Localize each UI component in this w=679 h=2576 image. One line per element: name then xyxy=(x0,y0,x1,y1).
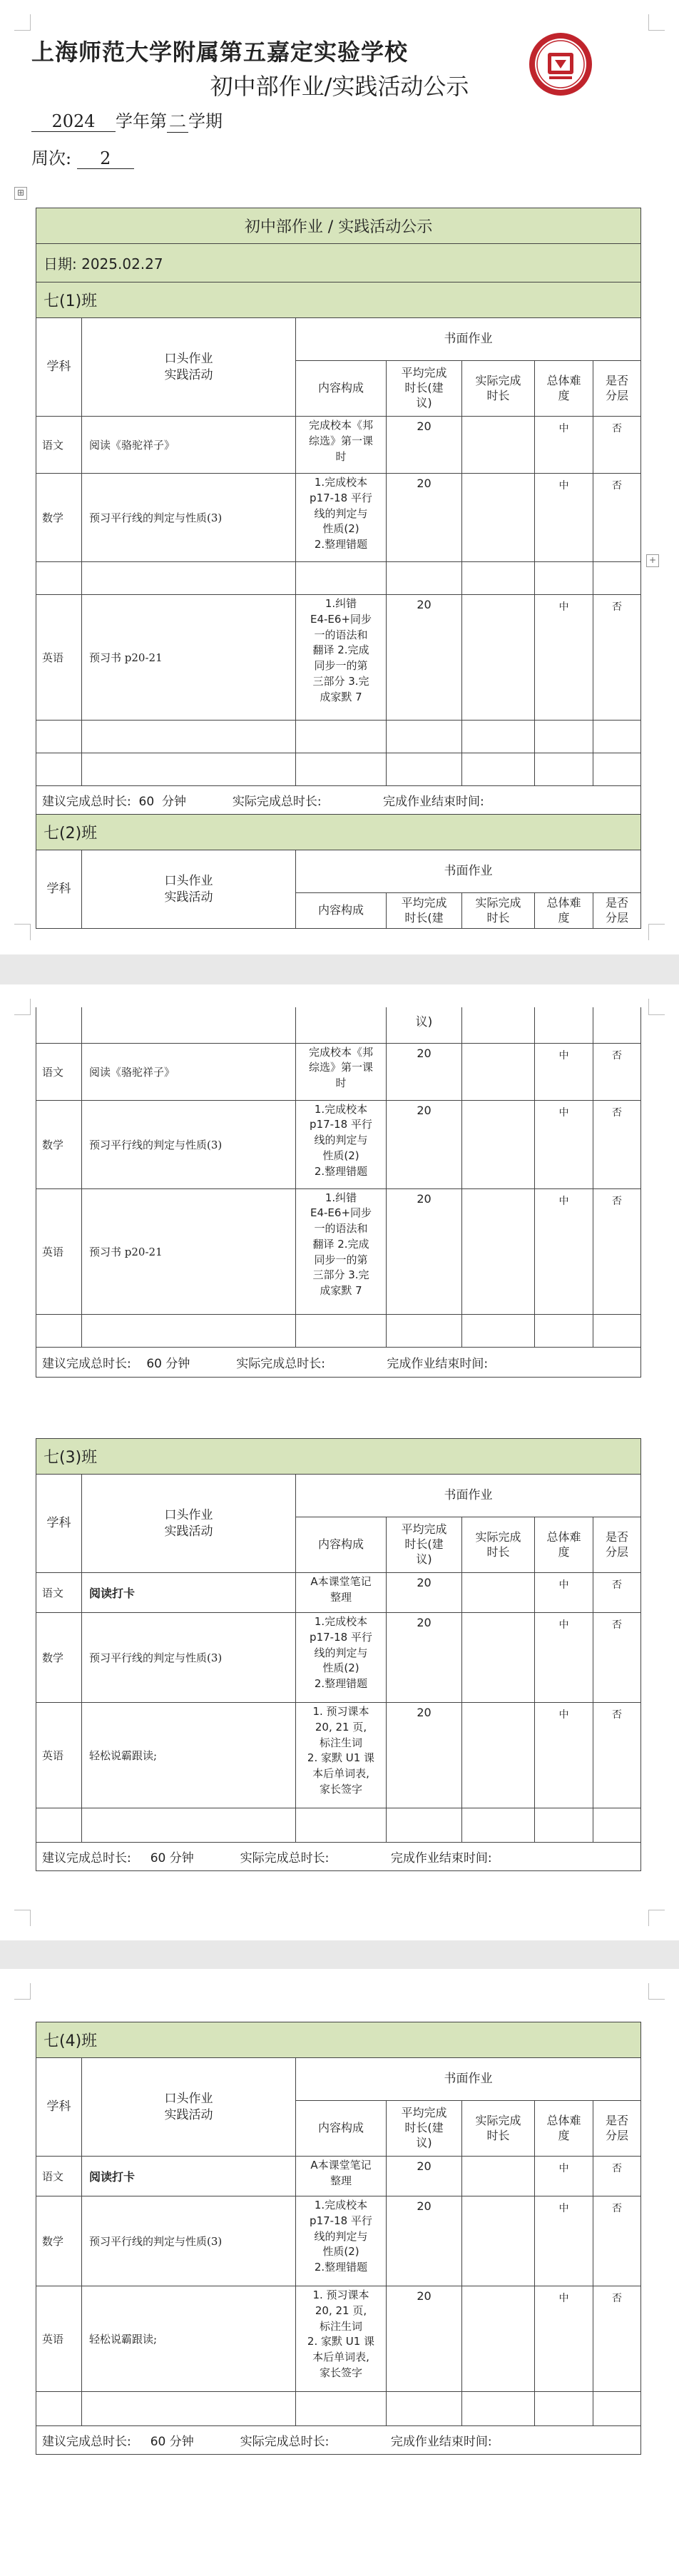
content-line: 成家默 7 xyxy=(320,1284,362,1297)
header-line: 总体难 xyxy=(546,2113,581,2127)
difficulty-header xyxy=(535,893,593,929)
content-line: 同步一的第 xyxy=(314,659,368,672)
content-line: 1.完成校本 xyxy=(314,2199,368,2211)
avg-time-header xyxy=(387,361,462,417)
table-row xyxy=(36,2196,641,2286)
header-line: 实际完成 xyxy=(475,2113,521,2127)
empty-row xyxy=(36,1314,641,1347)
page-corner-mark xyxy=(14,1983,31,2000)
header-line: 时长(建 xyxy=(404,1537,444,1552)
page-corner-mark xyxy=(648,999,665,1015)
actual-time-header xyxy=(462,361,535,417)
layered-cell: 否 xyxy=(593,2196,641,2286)
content-line: 性质(2) xyxy=(322,1661,359,1675)
header-line: 议) xyxy=(416,395,432,409)
avg-time-cell: 20 xyxy=(387,2157,462,2196)
class-header-row xyxy=(36,1439,641,1475)
content-header: 内容构成 xyxy=(296,1517,387,1573)
week-value: 2 xyxy=(77,148,134,169)
difficulty-cell: 中 xyxy=(535,2286,593,2392)
content-line: 1.纠错 xyxy=(325,597,357,610)
subject-header: 学科 xyxy=(36,850,82,929)
class-name: 七(4)班 xyxy=(36,2022,641,2058)
avg-time-header xyxy=(387,893,462,929)
actual-time-cell[interactable] xyxy=(462,1188,535,1314)
column-header-row xyxy=(36,1475,641,1517)
avg-time-cell: 20 xyxy=(387,417,462,474)
difficulty-cell: 中 xyxy=(535,2196,593,2286)
header-line: 总体难 xyxy=(546,1529,581,1544)
oral-header-line: 实践活动 xyxy=(164,367,213,382)
table-title: 初中部作业 / 实践活动公示 xyxy=(36,208,641,244)
header-line: 是否 xyxy=(606,373,629,387)
content-cell xyxy=(296,417,387,474)
written-header: 书面作业 xyxy=(296,1475,641,1517)
oral-header-line: 口头作业 xyxy=(164,352,213,367)
content-line: 一的语法和 xyxy=(314,1222,368,1235)
table-row xyxy=(36,2286,641,2392)
actual-time-cell[interactable] xyxy=(462,1100,535,1188)
written-header: 书面作业 xyxy=(296,2058,641,2101)
header-line: 时长(建 xyxy=(404,910,444,925)
school-year-line xyxy=(31,107,223,133)
actual-time-cell[interactable] xyxy=(462,1573,535,1613)
header-line: 分层 xyxy=(606,388,629,402)
header-line: 议) xyxy=(416,2135,432,2149)
oral-header-line: 实践活动 xyxy=(164,890,213,905)
content-line: 性质(2) xyxy=(322,2245,359,2259)
table-row xyxy=(36,1613,641,1703)
subject-cell: 英语 xyxy=(36,595,82,721)
subject-cell: 数学 xyxy=(36,474,82,562)
content-line: p17-18 平行 xyxy=(310,491,372,504)
content-cell xyxy=(296,1573,387,1613)
subject-cell: 英语 xyxy=(36,1703,82,1808)
content-cell xyxy=(296,474,387,562)
header-line: 实际完成 xyxy=(475,373,521,387)
header-line: 分层 xyxy=(606,2128,629,2142)
date-label: 日期: 2025.02.27 xyxy=(36,244,641,282)
school-logo xyxy=(528,31,593,97)
header-line: 分层 xyxy=(606,910,629,925)
content-line: 2.整理错题 xyxy=(314,2261,368,2274)
content-line: 线的判定与 xyxy=(314,506,368,520)
header-line: 是否 xyxy=(606,895,629,910)
header-line: 时长(建 xyxy=(404,381,444,395)
subject-cell: 语文 xyxy=(36,1043,82,1100)
actual-time-header xyxy=(462,1517,535,1573)
difficulty-cell: 中 xyxy=(535,1043,593,1100)
oral-cell: 预习书 p20-21 xyxy=(82,595,296,721)
difficulty-cell: 中 xyxy=(535,417,593,474)
content-cell xyxy=(296,2286,387,2392)
difficulty-cell: 中 xyxy=(535,1573,593,1613)
header-line: 是否 xyxy=(606,2113,629,2127)
header-line: 时长 xyxy=(486,388,510,402)
layered-cell: 否 xyxy=(593,1573,641,1613)
content-line: 家长签字 xyxy=(319,1782,362,1796)
content-line: 2. 家默 U1 课 xyxy=(307,1751,375,1765)
difficulty-cell: 中 xyxy=(535,1703,593,1808)
content-line: 整理 xyxy=(330,2174,352,2187)
oral-cell: 轻松说霸跟读; xyxy=(82,2286,296,2392)
content-line: 翻译 2.完成 xyxy=(312,643,369,657)
layered-header xyxy=(593,2101,641,2157)
oral-header-line: 实践活动 xyxy=(164,2107,213,2122)
content-line: p17-18 平行 xyxy=(310,2214,372,2227)
difficulty-cell: 中 xyxy=(535,1613,593,1703)
content-cell xyxy=(296,1188,387,1314)
content-line: 综选》第一课 xyxy=(308,1061,373,1074)
oral-header-line: 口头作业 xyxy=(164,2092,213,2107)
subject-cell: 数学 xyxy=(36,1613,82,1703)
header-line: 平均完成 xyxy=(401,1522,447,1537)
layered-cell: 否 xyxy=(593,2157,641,2196)
content-line: p17-18 平行 xyxy=(310,1630,372,1644)
table-row xyxy=(36,1188,641,1314)
content-line: 三部分 3.完 xyxy=(312,674,369,688)
content-line: E4-E6+同步 xyxy=(310,1206,372,1220)
avg-time-cell: 20 xyxy=(387,1100,462,1188)
table-move-handle-icon[interactable]: ⊞ xyxy=(14,187,27,200)
oral-cell: 预习平行线的判定与性质(3) xyxy=(82,1100,296,1188)
difficulty-cell: 中 xyxy=(535,474,593,562)
oral-cell: 预习平行线的判定与性质(3) xyxy=(82,1613,296,1703)
content-line: 1. 预习课本 xyxy=(312,2289,369,2301)
layered-cell: 否 xyxy=(593,1188,641,1314)
avg-time-cell: 20 xyxy=(387,1703,462,1808)
content-line: 完成校本《邦 xyxy=(308,1045,373,1059)
subject-header: 学科 xyxy=(36,2058,82,2157)
content-line: 2.整理错题 xyxy=(314,1677,368,1690)
summary-row xyxy=(36,1347,641,1377)
class-7-2-table-continued xyxy=(36,1007,641,1378)
class-7-3-table xyxy=(36,1438,641,1871)
header-line: 总体难 xyxy=(546,373,581,387)
term-suffix: 学期 xyxy=(188,111,223,131)
content-line: 同步一的第 xyxy=(314,1253,368,1266)
content-line: 三部分 3.完 xyxy=(312,1268,369,1282)
oral-cell: 阅读打卡 xyxy=(82,1573,296,1613)
class-header-row xyxy=(36,282,641,318)
header-line: 分层 xyxy=(606,1544,629,1559)
avg-time-cell: 20 xyxy=(387,1188,462,1314)
difficulty-cell: 中 xyxy=(535,1100,593,1188)
oral-header xyxy=(82,318,296,417)
actual-time-header xyxy=(462,893,535,929)
class-7-1-table xyxy=(36,208,641,929)
class-header-row xyxy=(36,815,641,850)
content-line: 性质(2) xyxy=(322,1149,359,1162)
page-3 xyxy=(0,1969,679,2576)
table-row xyxy=(36,417,641,474)
difficulty-cell: 中 xyxy=(535,2157,593,2196)
content-cell xyxy=(296,2196,387,2286)
avg-time-header xyxy=(387,1517,462,1573)
summary-row xyxy=(36,2426,641,2455)
content-line: 成家默 7 xyxy=(320,690,362,703)
actual-time-cell[interactable] xyxy=(462,2196,535,2286)
table-row xyxy=(36,474,641,562)
content-line: 1.完成校本 xyxy=(314,1102,368,1116)
content-line: 2.整理错题 xyxy=(314,1164,368,1178)
avg-time-cell: 20 xyxy=(387,2286,462,2392)
table-row xyxy=(36,1703,641,1808)
page-corner-mark xyxy=(648,1910,665,1926)
subject-header: 学科 xyxy=(36,1475,82,1573)
oral-cell: 阅读《骆驼祥子》 xyxy=(82,417,296,474)
school-name: 上海师范大学附属第五嘉定实验学校 xyxy=(31,39,409,66)
layered-cell: 否 xyxy=(593,1043,641,1100)
content-line: E4-E6+同步 xyxy=(310,612,372,626)
header-line: 度 xyxy=(558,2128,570,2142)
difficulty-header xyxy=(535,2101,593,2157)
oral-cell: 预习平行线的判定与性质(3) xyxy=(82,474,296,562)
column-header-row xyxy=(36,2058,641,2101)
header-line: 议) xyxy=(416,1552,432,1566)
page-corner-mark xyxy=(14,14,31,31)
layered-cell: 否 xyxy=(593,1703,641,1808)
column-header-row xyxy=(36,850,641,893)
header-line: 时长(建 xyxy=(404,2121,444,2135)
content-line: 1.完成校本 xyxy=(314,1615,368,1628)
week-line xyxy=(31,144,134,169)
layered-cell: 否 xyxy=(593,595,641,721)
header-line: 度 xyxy=(558,388,570,402)
continued-header-row xyxy=(36,1007,641,1043)
content-line: A本课堂笔记 xyxy=(310,1575,372,1588)
layered-cell: 否 xyxy=(593,1613,641,1703)
content-line: 标注生词 xyxy=(319,1736,362,1749)
oral-header-line: 口头作业 xyxy=(164,1508,213,1523)
summary-text: 建议完成总时长: 60 分钟 实际完成总时长: 完成作业结束时间: xyxy=(36,786,641,815)
content-line: 一的语法和 xyxy=(314,628,368,641)
actual-time-cell[interactable] xyxy=(462,1613,535,1703)
layered-cell: 否 xyxy=(593,1100,641,1188)
layered-cell: 否 xyxy=(593,2286,641,2392)
school-year-suffix: 学年第 xyxy=(116,111,167,131)
summary-row xyxy=(36,786,641,815)
header-line: 度 xyxy=(558,1544,570,1559)
empty-row xyxy=(36,753,641,786)
content-line: 本后单词表, xyxy=(312,1767,369,1780)
actual-time-cell[interactable] xyxy=(462,2286,535,2392)
content-cell xyxy=(296,2157,387,2196)
week-label: 周次: xyxy=(31,148,72,168)
difficulty-cell: 中 xyxy=(535,1188,593,1314)
class-name: 七(1)班 xyxy=(36,282,641,318)
content-header: 内容构成 xyxy=(296,893,387,929)
actual-time-cell[interactable] xyxy=(462,595,535,721)
content-line: 线的判定与 xyxy=(314,2229,368,2243)
table-row xyxy=(36,595,641,721)
oral-header xyxy=(82,850,296,929)
actual-time-cell[interactable] xyxy=(462,1043,535,1100)
difficulty-header xyxy=(535,1517,593,1573)
column-header-row xyxy=(36,318,641,361)
subject-cell: 语文 xyxy=(36,2157,82,2196)
layered-header xyxy=(593,1517,641,1573)
actual-time-cell[interactable] xyxy=(462,2157,535,2196)
layered-cell: 否 xyxy=(593,474,641,562)
class-7-4-table xyxy=(36,2022,641,2455)
avg-time-cell: 20 xyxy=(387,1613,462,1703)
page-corner-mark xyxy=(14,1910,31,1926)
content-cell xyxy=(296,1703,387,1808)
avg-time-cell: 20 xyxy=(387,474,462,562)
header-line: 实际完成 xyxy=(475,895,521,910)
content-line: 1.完成校本 xyxy=(314,476,368,489)
avg-time-cell: 20 xyxy=(387,2196,462,2286)
actual-time-cell[interactable] xyxy=(462,417,535,474)
content-line: 翻译 2.完成 xyxy=(312,1237,369,1251)
empty-row xyxy=(36,721,641,753)
layered-header xyxy=(593,361,641,417)
table-row xyxy=(36,2157,641,2196)
subject-header: 学科 xyxy=(36,318,82,417)
content-line: 整理 xyxy=(330,1590,352,1604)
content-line: p17-18 平行 xyxy=(310,1118,372,1131)
class-name: 七(3)班 xyxy=(36,1439,641,1475)
oral-header xyxy=(82,1475,296,1573)
header-line: 平均完成 xyxy=(401,2106,447,2120)
layered-header xyxy=(593,893,641,929)
oral-header-line: 实践活动 xyxy=(164,1524,213,1539)
content-header: 内容构成 xyxy=(296,361,387,417)
content-line: 2. 家默 U1 课 xyxy=(307,2335,375,2348)
oral-cell: 阅读打卡 xyxy=(82,2157,296,2196)
oral-cell: 轻松说霸跟读; xyxy=(82,1703,296,1808)
content-line: 家长签字 xyxy=(319,2366,362,2379)
content-line: A本课堂笔记 xyxy=(310,2159,372,2172)
avg-time-header xyxy=(387,2101,462,2157)
content-line: 20, 21 页, xyxy=(315,1720,367,1734)
content-line: 2.整理错题 xyxy=(314,538,368,551)
header-line: 度 xyxy=(558,910,570,925)
difficulty-cell: 中 xyxy=(535,595,593,721)
class-header-row xyxy=(36,2022,641,2058)
school-year-value: 2024 xyxy=(31,111,116,132)
content-line: 线的判定与 xyxy=(314,1646,368,1659)
header-line: 是否 xyxy=(606,1529,629,1544)
content-line: 标注生词 xyxy=(319,2319,362,2333)
publication-title: 初中部作业/实践活动公示 xyxy=(210,73,469,100)
summary-row xyxy=(36,1843,641,1871)
avg-time-header-continued: 议) xyxy=(387,1007,462,1043)
difficulty-header xyxy=(535,361,593,417)
avg-time-cell: 20 xyxy=(387,1573,462,1613)
content-line: 线的判定与 xyxy=(314,1134,368,1146)
page-corner-mark xyxy=(648,924,665,940)
content-line: 本后单词表, xyxy=(312,2351,369,2363)
subject-cell: 数学 xyxy=(36,1100,82,1188)
table-row xyxy=(36,1573,641,1613)
content-line: 性质(2) xyxy=(322,522,359,536)
oral-cell: 阅读《骆驼祥子》 xyxy=(82,1043,296,1100)
written-header: 书面作业 xyxy=(296,318,641,361)
empty-row xyxy=(36,2392,641,2426)
page-corner-mark xyxy=(648,14,665,31)
subject-cell: 英语 xyxy=(36,2286,82,2392)
avg-time-cell: 20 xyxy=(387,595,462,721)
content-cell xyxy=(296,595,387,721)
plus-icon[interactable]: + xyxy=(646,554,659,567)
table-row xyxy=(36,1043,641,1100)
actual-time-cell[interactable] xyxy=(462,474,535,562)
page-1 xyxy=(0,0,679,954)
header-line: 实际完成 xyxy=(475,1529,521,1544)
header-line: 总体难 xyxy=(546,895,581,910)
empty-row xyxy=(36,1808,641,1843)
summary-text: 建议完成总时长: 60 分钟 实际完成总时长: 完成作业结束时间: xyxy=(36,1843,641,1871)
table-row xyxy=(36,1100,641,1188)
summary-text: 建议完成总时长: 60 分钟 实际完成总时长: 完成作业结束时间: xyxy=(36,2426,641,2455)
empty-row xyxy=(36,562,641,595)
content-cell xyxy=(296,1100,387,1188)
content-line: 20, 21 页, xyxy=(315,2303,367,2317)
page-2 xyxy=(0,984,679,1940)
content-line: 完成校本《邦 xyxy=(308,419,373,432)
actual-time-cell[interactable] xyxy=(462,1703,535,1808)
subject-cell: 语文 xyxy=(36,1573,82,1613)
class-name: 七(2)班 xyxy=(36,815,641,850)
subject-cell: 数学 xyxy=(36,2196,82,2286)
layered-cell: 否 xyxy=(593,417,641,474)
header-line: 时长 xyxy=(486,2128,510,2142)
content-line: 综选》第一课 xyxy=(308,434,373,447)
content-cell xyxy=(296,1043,387,1100)
oral-header xyxy=(82,2058,296,2157)
actual-time-header xyxy=(462,2101,535,2157)
page-corner-mark xyxy=(14,999,31,1015)
oral-cell: 预习书 p20-21 xyxy=(82,1188,296,1314)
subject-cell: 英语 xyxy=(36,1188,82,1314)
header-line: 平均完成 xyxy=(401,366,447,380)
table-title-row xyxy=(36,208,641,244)
oral-header-line: 口头作业 xyxy=(164,874,213,889)
content-header: 内容构成 xyxy=(296,2101,387,2157)
header-line: 时长 xyxy=(486,1544,510,1559)
content-cell xyxy=(296,1613,387,1703)
page-corner-mark xyxy=(648,1983,665,2000)
summary-text: 建议完成总时长: 60 分钟 实际完成总时长: 完成作业结束时间: xyxy=(36,1347,641,1377)
term-value: 二 xyxy=(167,107,188,133)
oral-cell: 预习平行线的判定与性质(3) xyxy=(82,2196,296,2286)
content-line: 时 xyxy=(335,1076,347,1089)
page-corner-mark xyxy=(14,924,31,940)
content-line: 1.纠错 xyxy=(325,1191,357,1204)
date-row xyxy=(36,244,641,282)
header-line: 时长 xyxy=(486,910,510,925)
written-header: 书面作业 xyxy=(296,850,641,893)
content-line: 1. 预习课本 xyxy=(312,1705,369,1718)
header-line: 平均完成 xyxy=(401,895,447,910)
content-line: 时 xyxy=(335,449,347,463)
subject-cell: 语文 xyxy=(36,417,82,474)
avg-time-cell: 20 xyxy=(387,1043,462,1100)
